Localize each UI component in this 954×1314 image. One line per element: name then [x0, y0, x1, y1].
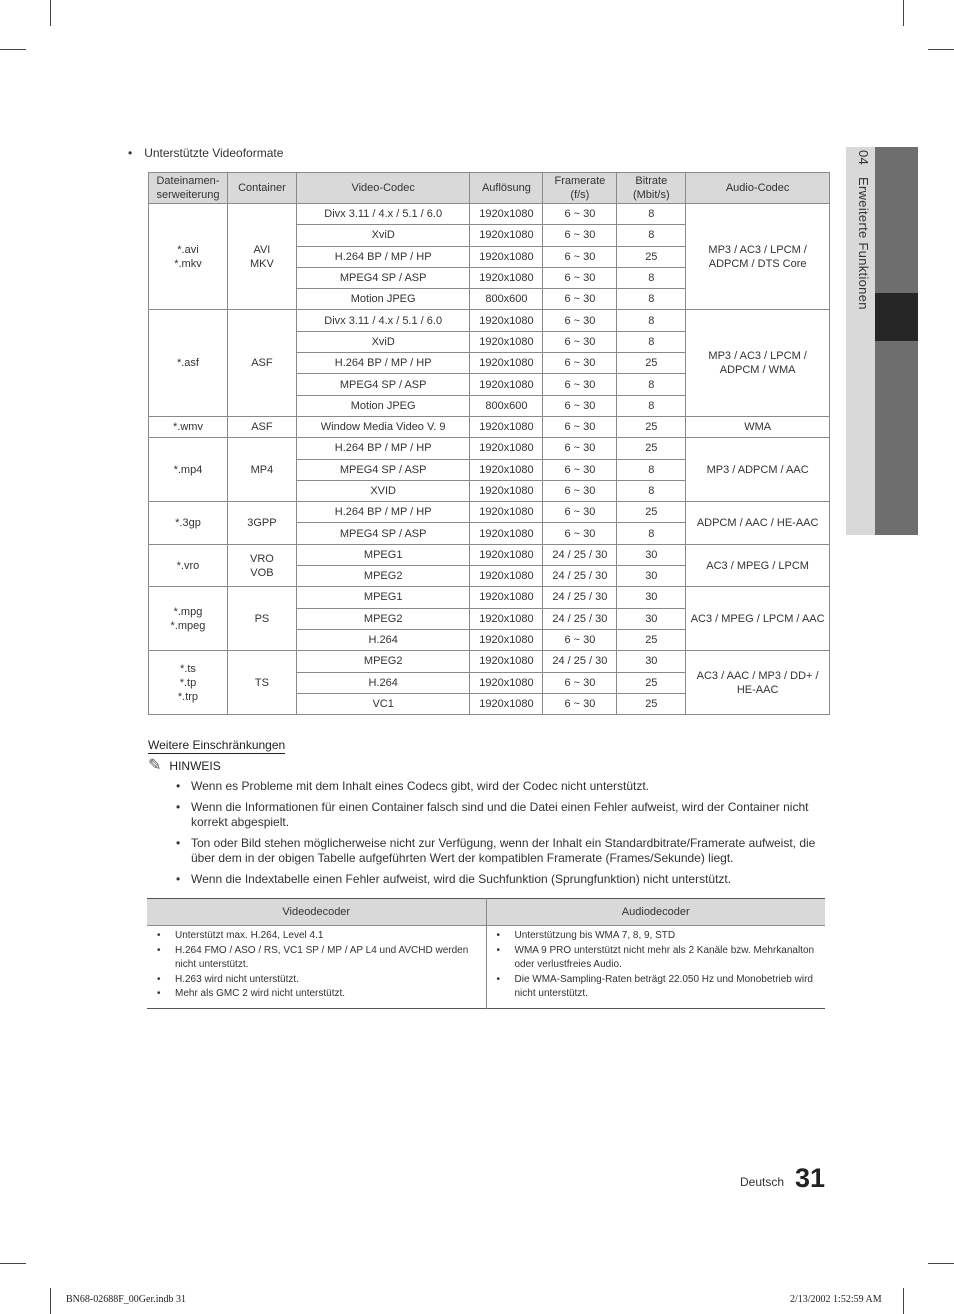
cell-bitrate: 25 — [617, 353, 686, 374]
crop-mark — [903, 1288, 904, 1314]
note-item: • Wenn es Probleme mit dem Inhalt eines Codecs gibt, wird der Codec nicht unterstützt. — [176, 779, 826, 794]
cell-bitrate: 25 — [617, 502, 686, 523]
cell-resolution: 1920x1080 — [470, 204, 543, 225]
cell-video-codec: MPEG1 — [296, 544, 470, 565]
cell-framerate: 6 ~ 30 — [543, 502, 617, 523]
cell-extension: *.vro — [149, 544, 228, 587]
cell-bitrate: 30 — [617, 566, 686, 587]
cell-resolution: 1920x1080 — [470, 566, 543, 587]
table-row — [149, 502, 830, 523]
cell-bitrate: 8 — [617, 523, 686, 544]
table-row — [149, 544, 830, 565]
cell-audio-codec: WMA — [686, 416, 830, 437]
cell-video-codec: Window Media Video V. 9 — [296, 416, 470, 437]
note-item: • Wenn die Informationen für einen Container falsch sind und die Datei einen Fehler aufweist, wird der Container nicht korrekt abgespielt. — [176, 800, 826, 830]
cell-bitrate: 25 — [617, 672, 686, 693]
col-header-resolution: Auflösung — [470, 173, 543, 204]
cell-audio-codec: AC3 / AAC / MP3 / DD+ / HE-AAC — [686, 651, 830, 715]
pencil-note-icon: ✎ — [148, 757, 162, 774]
cell-extension: *.avi *.mkv — [149, 204, 228, 310]
col-header-framerate: Framerate (f/s) — [543, 173, 617, 204]
crop-mark — [928, 1263, 954, 1264]
cell-framerate: 24 / 25 / 30 — [543, 651, 617, 672]
col-header-video-codec: Video-Codec — [296, 173, 470, 204]
restrictions-heading: Weitere Einschränkungen — [148, 738, 286, 752]
cell-audio-codec: MP3 / ADPCM / AAC — [686, 438, 830, 502]
cell-bitrate: 8 — [617, 310, 686, 331]
cell-framerate: 6 ~ 30 — [543, 416, 617, 437]
table-row — [149, 310, 830, 331]
cell-bitrate: 8 — [617, 374, 686, 395]
note-item: • Wenn die Indextabelle einen Fehler aufweist, wird die Suchfunktion (Sprungfunktion) nicht unterstützt. — [176, 872, 826, 887]
cell-bitrate: 30 — [617, 651, 686, 672]
footer-language: Deutsch — [740, 1175, 785, 1189]
crop-mark — [50, 0, 51, 26]
cell-video-codec: Divx 3.11 / 4.x / 5.1 / 6.0 — [296, 310, 470, 331]
cell-video-codec: MPEG4 SP / ASP — [296, 459, 470, 480]
cell-resolution: 1920x1080 — [470, 693, 543, 714]
crop-mark — [50, 1288, 51, 1314]
cell-extension: *.wmv — [149, 416, 228, 437]
audio-decoder-cell — [486, 926, 825, 1009]
video-decoder-cell — [147, 926, 486, 1009]
cell-framerate: 6 ~ 30 — [543, 480, 617, 501]
cell-resolution: 1920x1080 — [470, 353, 543, 374]
cell-resolution: 1920x1080 — [470, 267, 543, 288]
cell-resolution: 1920x1080 — [470, 438, 543, 459]
cell-resolution: 1920x1080 — [470, 523, 543, 544]
cell-video-codec: Motion JPEG — [296, 395, 470, 416]
cell-framerate: 6 ~ 30 — [543, 374, 617, 395]
video-decoder-item: • Unterstützt max. H.264, Level 4.1 — [153, 929, 480, 944]
print-datetime: 2/13/2002 1:52:59 AM — [790, 1294, 882, 1305]
cell-resolution: 800x600 — [470, 395, 543, 416]
cell-video-codec: MPEG4 SP / ASP — [296, 523, 470, 544]
cell-bitrate: 8 — [617, 289, 686, 310]
cell-framerate: 6 ~ 30 — [543, 395, 617, 416]
cell-resolution: 1920x1080 — [470, 651, 543, 672]
cell-resolution: 1920x1080 — [470, 459, 543, 480]
cell-framerate: 6 ~ 30 — [543, 629, 617, 650]
cell-container: VRO VOB — [227, 544, 296, 587]
cell-video-codec: H.264 BP / MP / HP — [296, 353, 470, 374]
cell-video-codec: H.264 — [296, 672, 470, 693]
video-format-rows — [149, 204, 830, 715]
cell-resolution: 1920x1080 — [470, 502, 543, 523]
cell-resolution: 1920x1080 — [470, 246, 543, 267]
cell-resolution: 1920x1080 — [470, 544, 543, 565]
cell-bitrate: 25 — [617, 416, 686, 437]
cell-framerate: 6 ~ 30 — [543, 204, 617, 225]
cell-audio-codec: AC3 / MPEG / LPCM — [686, 544, 830, 587]
cell-framerate: 24 / 25 / 30 — [543, 544, 617, 565]
crop-mark — [0, 49, 26, 50]
cell-audio-codec: AC3 / MPEG / LPCM / AAC — [686, 587, 830, 651]
video-format-table — [148, 172, 830, 715]
cell-bitrate: 8 — [617, 480, 686, 501]
cell-framerate: 6 ~ 30 — [543, 331, 617, 352]
cell-resolution: 1920x1080 — [470, 672, 543, 693]
video-decoder-header: Videodecoder — [147, 899, 486, 926]
cell-video-codec: MPEG4 SP / ASP — [296, 267, 470, 288]
cell-bitrate: 30 — [617, 608, 686, 629]
bullet-dot: • — [128, 146, 133, 160]
chapter-title: Erweiterte Funktionen — [856, 176, 871, 310]
video-decoder-item: • Mehr als GMC 2 wird nicht unterstützt. — [153, 987, 480, 1002]
table-row — [149, 438, 830, 459]
cell-bitrate: 25 — [617, 629, 686, 650]
cell-extension: *.mpg *.mpeg — [149, 587, 228, 651]
cell-container: ASF — [227, 416, 296, 437]
note-label: HINWEIS — [169, 759, 221, 773]
chapter-tab-label — [851, 150, 871, 350]
col-header-bitrate: Bitrate (Mbit/s) — [617, 173, 686, 204]
cell-framerate: 24 / 25 / 30 — [543, 587, 617, 608]
cell-video-codec: H.264 BP / MP / HP — [296, 502, 470, 523]
cell-bitrate: 25 — [617, 693, 686, 714]
cell-video-codec: H.264 BP / MP / HP — [296, 246, 470, 267]
note-list — [176, 779, 826, 893]
cell-extension: *.mp4 — [149, 438, 228, 502]
table-row — [149, 651, 830, 672]
cell-resolution: 1920x1080 — [470, 225, 543, 246]
chapter-number: 04 — [856, 150, 871, 166]
cell-framerate: 24 / 25 / 30 — [543, 608, 617, 629]
cell-bitrate: 30 — [617, 544, 686, 565]
cell-framerate: 6 ~ 30 — [543, 246, 617, 267]
crop-mark — [928, 49, 954, 50]
cell-bitrate: 8 — [617, 459, 686, 480]
cell-video-codec: Divx 3.11 / 4.x / 5.1 / 6.0 — [296, 204, 470, 225]
note-header — [148, 758, 221, 774]
audio-decoder-item: • Unterstützung bis WMA 7, 8, 9, STD — [493, 929, 820, 944]
cell-framerate: 6 ~ 30 — [543, 267, 617, 288]
cell-extension: *.ts *.tp *.trp — [149, 651, 228, 715]
cell-framerate: 24 / 25 / 30 — [543, 566, 617, 587]
cell-video-codec: MPEG2 — [296, 651, 470, 672]
table-row — [149, 416, 830, 437]
table-row — [149, 204, 830, 225]
audio-decoder-item: • WMA 9 PRO unterstützt nicht mehr als 2 Kanäle bzw. Mehrkanalton oder verlustfreies Audio. — [493, 944, 820, 973]
cell-framerate: 6 ~ 30 — [543, 438, 617, 459]
cell-bitrate: 8 — [617, 395, 686, 416]
cell-audio-codec: ADPCM / AAC / HE-AAC — [686, 502, 830, 545]
cell-video-codec: Motion JPEG — [296, 289, 470, 310]
cell-resolution: 1920x1080 — [470, 310, 543, 331]
chapter-tab-bar — [875, 341, 918, 535]
cell-video-codec: MPEG2 — [296, 566, 470, 587]
cell-video-codec: XviD — [296, 331, 470, 352]
cell-bitrate: 8 — [617, 331, 686, 352]
cell-video-codec: H.264 — [296, 629, 470, 650]
note-item: • Ton oder Bild stehen möglicherweise nicht zur Verfügung, wenn der Inhalt ein Standardbitrate/Framerate aufweist, die über dem in der obigen Tabelle aufgeführten Wert der kompatiblen Framerate (Frames/Sekunde) liegt. — [176, 836, 826, 866]
crop-mark — [0, 1263, 26, 1264]
cell-framerate: 6 ~ 30 — [543, 672, 617, 693]
cell-audio-codec: MP3 / AC3 / LPCM / ADPCM / DTS Core — [686, 204, 830, 310]
section-title: Unterstützte Videoformate — [144, 146, 284, 160]
cell-container: 3GPP — [227, 502, 296, 545]
cell-bitrate: 8 — [617, 204, 686, 225]
section-bullet — [128, 146, 283, 160]
cell-video-codec: H.264 BP / MP / HP — [296, 438, 470, 459]
cell-resolution: 1920x1080 — [470, 331, 543, 352]
cell-framerate: 6 ~ 30 — [543, 289, 617, 310]
cell-framerate: 6 ~ 30 — [543, 310, 617, 331]
chapter-tab-active-marker — [875, 293, 918, 341]
print-file-info: BN68-02688F_00Ger.indb 31 — [66, 1294, 186, 1305]
cell-container: AVI MKV — [227, 204, 296, 310]
cell-video-codec: MPEG1 — [296, 587, 470, 608]
cell-video-codec: XviD — [296, 225, 470, 246]
cell-container: TS — [227, 651, 296, 715]
audio-decoder-item: • Die WMA-Sampling-Raten beträgt 22.050 Hz und Monobetrieb wird nicht unterstützt. — [493, 973, 820, 1002]
cell-container: ASF — [227, 310, 296, 416]
cell-framerate: 6 ~ 30 — [543, 693, 617, 714]
audio-decoder-header: Audiodecoder — [486, 899, 825, 926]
cell-bitrate: 8 — [617, 225, 686, 246]
cell-video-codec: XVID — [296, 480, 470, 501]
page-number: 31 — [795, 1163, 826, 1193]
cell-resolution: 1920x1080 — [470, 416, 543, 437]
cell-resolution: 1920x1080 — [470, 587, 543, 608]
cell-resolution: 1920x1080 — [470, 480, 543, 501]
cell-resolution: 800x600 — [470, 289, 543, 310]
cell-framerate: 6 ~ 30 — [543, 225, 617, 246]
table-row — [149, 587, 830, 608]
cell-framerate: 6 ~ 30 — [543, 459, 617, 480]
decoder-table — [147, 898, 825, 1009]
crop-mark — [903, 0, 904, 26]
col-header-container: Container — [227, 173, 296, 204]
video-decoder-item: • H.264 FMO / ASO / RS, VC1 SP / MP / AP L4 und AVCHD werden nicht unterstützt. — [153, 944, 480, 973]
cell-video-codec: VC1 — [296, 693, 470, 714]
chapter-tab-bar — [875, 147, 918, 293]
cell-bitrate: 25 — [617, 246, 686, 267]
col-header-extension: Dateinamen-serweiterung — [149, 173, 228, 204]
cell-video-codec: MPEG2 — [296, 608, 470, 629]
cell-extension: *.3gp — [149, 502, 228, 545]
cell-resolution: 1920x1080 — [470, 629, 543, 650]
cell-extension: *.asf — [149, 310, 228, 416]
cell-audio-codec: MP3 / AC3 / LPCM / ADPCM / WMA — [686, 310, 830, 416]
cell-bitrate: 30 — [617, 587, 686, 608]
cell-video-codec: MPEG4 SP / ASP — [296, 374, 470, 395]
cell-framerate: 6 ~ 30 — [543, 523, 617, 544]
cell-resolution: 1920x1080 — [470, 374, 543, 395]
cell-bitrate: 8 — [617, 267, 686, 288]
cell-bitrate: 25 — [617, 438, 686, 459]
cell-resolution: 1920x1080 — [470, 608, 543, 629]
cell-container: PS — [227, 587, 296, 651]
cell-container: MP4 — [227, 438, 296, 502]
video-decoder-item: • H.263 wird nicht unterstützt. — [153, 973, 480, 988]
cell-framerate: 6 ~ 30 — [543, 353, 617, 374]
col-header-audio-codec: Audio-Codec — [686, 173, 830, 204]
